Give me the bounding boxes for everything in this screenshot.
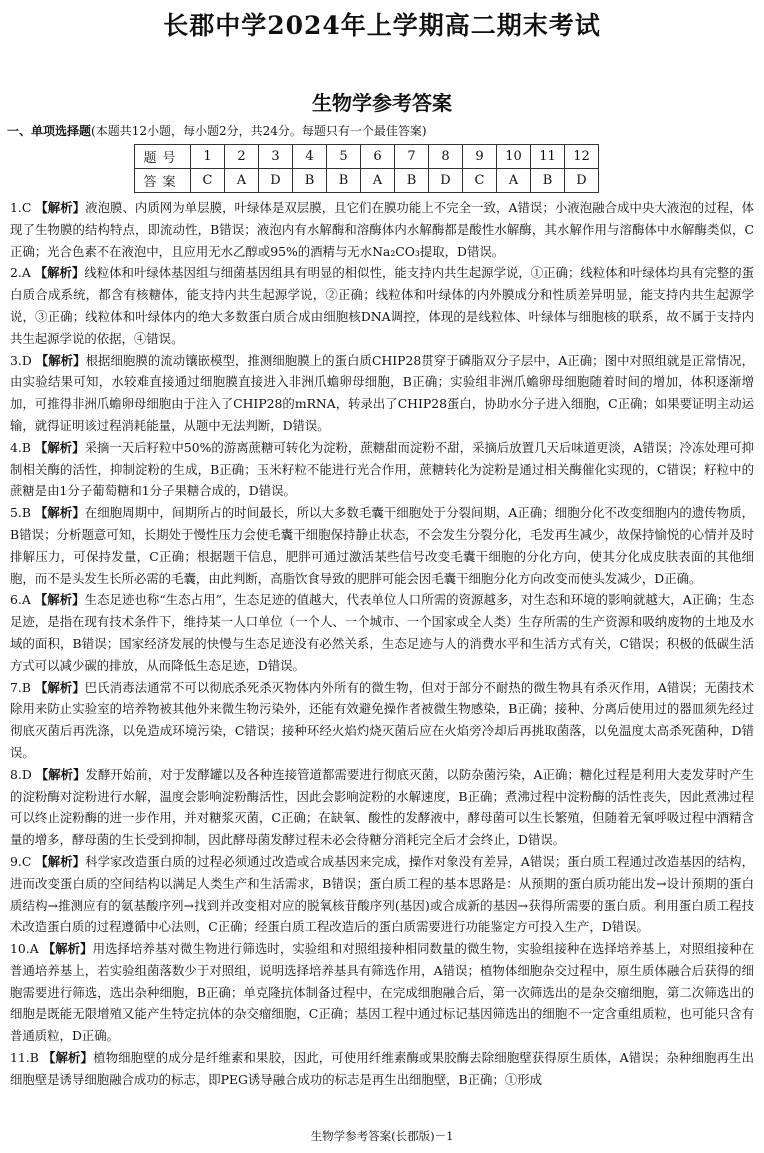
- question-number-cell: 7: [395, 145, 429, 169]
- item-number-answer: 7.B: [10, 679, 31, 695]
- answer-subtitle: 生物学参考答案: [312, 91, 452, 115]
- explanation-item: [10, 938, 754, 1047]
- analysis-tag: 【解析】: [42, 941, 93, 957]
- question-number-cell: 9: [463, 145, 497, 169]
- question-number-cell: 12: [565, 145, 599, 169]
- analysis-tag: 【解析】: [34, 592, 85, 608]
- analysis-text: 线粒体和叶绿体基因组与细菌基因组具有明显的相似性，能支持内共生起源学说，①正确；线粒体和叶绿体均具有完整的蛋白质合成系统，都含有核糖体，能支持内共生起源学说，②正确；线粒体和叶绿体的内外膜成分和性质差异明显，能支持内共生起源学说，③正确；线粒体和叶绿体内的绝大多数蛋白质合成由细胞核DNA调控，体现的是线粒体、叶绿体与细胞核的联系，故不属于支持内共生起源学说的依据，④错误。: [10, 265, 754, 346]
- explanation-item: [10, 851, 754, 938]
- analysis-tag: 【解析】: [35, 853, 86, 869]
- analysis-text: 根据细胞膜的流动镶嵌模型，推测细胞膜上的蛋白质CHIP28贯穿于磷脂双分子层中，A正确；图中对照组就是正常情况，由实验结果可知，水较难直接通过细胞膜直接进入非洲爪蟾卵母细胞，B正确；实验组非洲爪蟾卵母细胞随着时间的增加，体积逐渐增加，可推得非洲爪蟾卵母细胞由于注入了CHIP28的mRNA，转录出了CHIP28蛋白，协助水分子进入细胞，C正确；如果要证明主动运输，就得证明该过程消耗能量，从题中无法判断，D错误。: [10, 352, 754, 433]
- explanation-item: [10, 350, 754, 437]
- analysis-text: 生态足迹也称“生态占用”，生态足迹的值越大，代表单位人口所需的资源越多，对生态和环境的影响就越大，A正确；生态足迹，是指在现有技术条件下，维持某一人口单位（一个人、一个城市、一个国家或全人类）生存所需的生产资源和吸纳废物的土地及水域的面积，B错误；国家经济发展的快慢与生态足迹没有必然关系，生态足迹与人的消费水平和生活方式有关，C错误；积极的低碳生活方式可以减少碳的排放，从而降低生态足迹，D错误。: [10, 592, 755, 673]
- question-number-cell: 10: [497, 145, 531, 169]
- answer-cell: B: [293, 169, 327, 193]
- section-heading: [7, 122, 427, 139]
- answer-cell: D: [429, 169, 463, 193]
- page-footer: 生物学参考答案(长郡版)－1: [310, 1129, 454, 1143]
- analysis-text: 植物细胞壁的成分是纤维素和果胶，因此，可使用纤维素酶或果胶酶去除细胞壁获得原生质体，A错误；杂种细胞再生出细胞壁是诱导细胞融合成功的标志，即PEG诱导融合成功的标志是再生出细胞壁，B正确；①形成: [10, 1050, 754, 1087]
- answer-cell: B: [327, 169, 361, 193]
- question-number-cell: 2: [225, 145, 259, 169]
- item-number-answer: 11.B: [10, 1050, 39, 1066]
- answer-cell: A: [225, 169, 259, 193]
- answer-cell: B: [395, 169, 429, 193]
- item-number-answer: 9.C: [10, 853, 32, 869]
- explanation-item: [10, 197, 754, 262]
- answer-row-header: 答案: [135, 169, 191, 193]
- question-number-cell: 6: [361, 145, 395, 169]
- analysis-text: 发酵开始前，对于发酵罐以及各种连接管道都需要进行彻底灭菌，以防杂菌污染，A正确；糖化过程是利用大麦发芽时产生的淀粉酶对淀粉进行水解，温度会影响淀粉酶活性，因此会影响淀粉的水解速度，B正确；煮沸过程中淀粉酶的活性丧失，因此煮沸过程可以终止淀粉酶的进一步作用，并对糖浆灭菌，C正确；在缺氧、酸性的发酵液中，酵母菌可以生长繁殖，但随着无氧呼吸过程中酒精含量的增多，酵母菌的生长受到抑制，因此酵母菌发酵过程未必会待糖分消耗完全后才会终止，D错误。: [10, 766, 754, 848]
- analysis-text: 科学家改造蛋白质的过程必须通过改造或合成基因来完成，操作对象没有差异，A错误；蛋白质工程通过改造基因的结构，进而改变蛋白质的空间结构以满足人类生产和生活需求，B错误；蛋白质工程的基本思路是：从预期的蛋白质功能出发→设计预期的蛋白质结构→推测应有的氨基酸序列→找到并改变相对应的脱氧核苷酸序列(基因)或合成新的基因→获得所需要的蛋白质。利用蛋白质工程技术改造蛋白质的过程遵循中心法则，C正确；经蛋白质工程改造后的蛋白质需要进行功能鉴定方可投入生产，D错误。: [10, 853, 754, 935]
- question-number-cell: 3: [259, 145, 293, 169]
- answer-cell: B: [531, 169, 565, 193]
- analysis-tag: 【解析】: [34, 265, 85, 281]
- analysis-text: 在细胞周期中，间期所占的时间最长，所以大多数毛囊干细胞处于分裂间期，A正确；细胞分化不改变细胞内的遗传物质，B错误；分析题意可知，长期处于慢性压力会使毛囊干细胞保持静止状态，不会发生分裂分化，毛发再生减少，故保持愉悦的心情并及时排解压力，可保持发量，C正确；根据题干信息，肥胖可通过激活某些信号改变毛囊干细胞的分化方向，使其分化成皮肤表面的其他细胞，而不是头发生长所必需的毛囊，由此判断，高脂饮食导致的肥胖可能会因毛囊干细胞分化方向改变而使头发减少，D正确。: [10, 505, 755, 586]
- question-number-cell: 11: [531, 145, 565, 169]
- analysis-text: 液泡膜、内质网为单层膜，叶绿体是双层膜，且它们在膜功能上不完全一致，A错误；小液泡融合成中央大液泡的过程，体现了生物膜的结构特点，即流动性，B错误；液泡内有水解酶和溶酶体内水解酶都是酸性水解酶，其水解作用与溶酶体中水解酶类似，C正确；光合色素不在液泡中，且应用无水乙醇或95%的酒精与无水Na₂CO₃提取，D错误。: [10, 200, 754, 259]
- analysis-text: 采摘一天后籽粒中50%的游离蔗糖可转化为淀粉，蔗糖甜而淀粉不甜，采摘后放置几天后味道更淡，A错误；冷冻处理可抑制相关酶的活性，抑制淀粉的生成，B正确；玉米籽粒不能进行光合作用，蔗糖转化为淀粉是通过相关酶催化实现的，C错误；籽粒中的蔗糖是由1分子葡萄糖和1分子果糖合成的，D错误。: [10, 439, 754, 499]
- item-number-answer: 3.D: [10, 352, 32, 368]
- analysis-text: 用选择培养基对微生物进行筛选时，实验组和对照组接种相同数量的微生物，实验组接种在选择培养基上，对照组接种在普通培养基上，若实验组菌落数少于对照组，说明选择培养基具有筛选作用，A错误；植物体细胞杂交过程中，原生质体融合后获得的细胞需要进行筛选，选出杂种细胞，B正确；单克隆抗体制备过程中，在完成细胞融合后，第一次筛选出的是杂交瘤细胞，第二次筛选出的细胞是既能无限增殖又能产生特定抗体的杂交瘤细胞，C正确；基因工程中通过标记基因筛选出的细胞不一定含重组质粒，也可能只含有普通质粒，D正确。: [10, 941, 755, 1044]
- explanation-list: [10, 197, 754, 1091]
- section-note: (本题共12小题，每小题2分，共24分。每题只有一个最佳答案): [91, 124, 427, 138]
- question-number-cell: 5: [327, 145, 361, 169]
- explanation-item: [10, 437, 754, 502]
- number-row-header: 题号: [135, 145, 191, 169]
- item-number-answer: 4.B: [10, 439, 31, 455]
- answer-cell: D: [565, 169, 599, 193]
- explanation-item: [10, 262, 754, 349]
- answer-cell: C: [463, 169, 497, 193]
- item-number-answer: 5.B: [10, 505, 31, 521]
- item-number-answer: 6.A: [10, 592, 31, 608]
- item-number-answer: 2.A: [10, 265, 31, 281]
- question-number-cell: 1: [191, 145, 225, 169]
- exam-title: 长郡中学2024年上学期高二期末考试: [163, 11, 601, 40]
- explanation-item: [10, 1047, 754, 1091]
- analysis-tag: 【解析】: [35, 352, 86, 368]
- analysis-text: 巴氏消毒法通常不可以彻底杀死杀灭物体内外所有的微生物，但对于部分不耐热的微生物具有杀灭作用，A错误；无菌技术除用来防止实验室的培养物被其他外来微生物污染外，还能有效避免操作者被微生物感染，B正确；接种、分离后使用过的器皿须先经过彻底灭菌后再洗涤，以免造成环境污染，C错误；接种环经火焰灼烧灭菌后应在火焰旁冷却后再挑取菌落，以免温度太高杀死菌种，D错误。: [10, 679, 755, 760]
- answer-cell: D: [259, 169, 293, 193]
- item-number-answer: 8.D: [10, 766, 32, 782]
- answer-cell: A: [361, 169, 395, 193]
- question-number-cell: 8: [429, 145, 463, 169]
- analysis-tag: 【解析】: [34, 679, 85, 695]
- item-number-answer: 10.A: [10, 941, 39, 957]
- explanation-item: [10, 677, 754, 764]
- analysis-tag: 【解析】: [34, 439, 85, 455]
- answer-table-answer-row: [135, 169, 599, 193]
- explanation-item: [10, 502, 754, 589]
- answer-table: [134, 144, 599, 193]
- item-number-answer: 1.C: [10, 200, 32, 215]
- explanation-item: [10, 589, 754, 676]
- analysis-tag: 【解析】: [35, 766, 86, 782]
- answer-cell: C: [191, 169, 225, 193]
- section-label: 一、单项选择题: [7, 124, 92, 138]
- analysis-tag: 【解析】: [35, 200, 86, 215]
- answer-cell: A: [497, 169, 531, 193]
- analysis-tag: 【解析】: [42, 1050, 94, 1066]
- analysis-tag: 【解析】: [34, 505, 85, 521]
- question-number-cell: 4: [293, 145, 327, 169]
- explanation-item: [10, 764, 754, 851]
- answer-table-number-row: [135, 145, 599, 169]
